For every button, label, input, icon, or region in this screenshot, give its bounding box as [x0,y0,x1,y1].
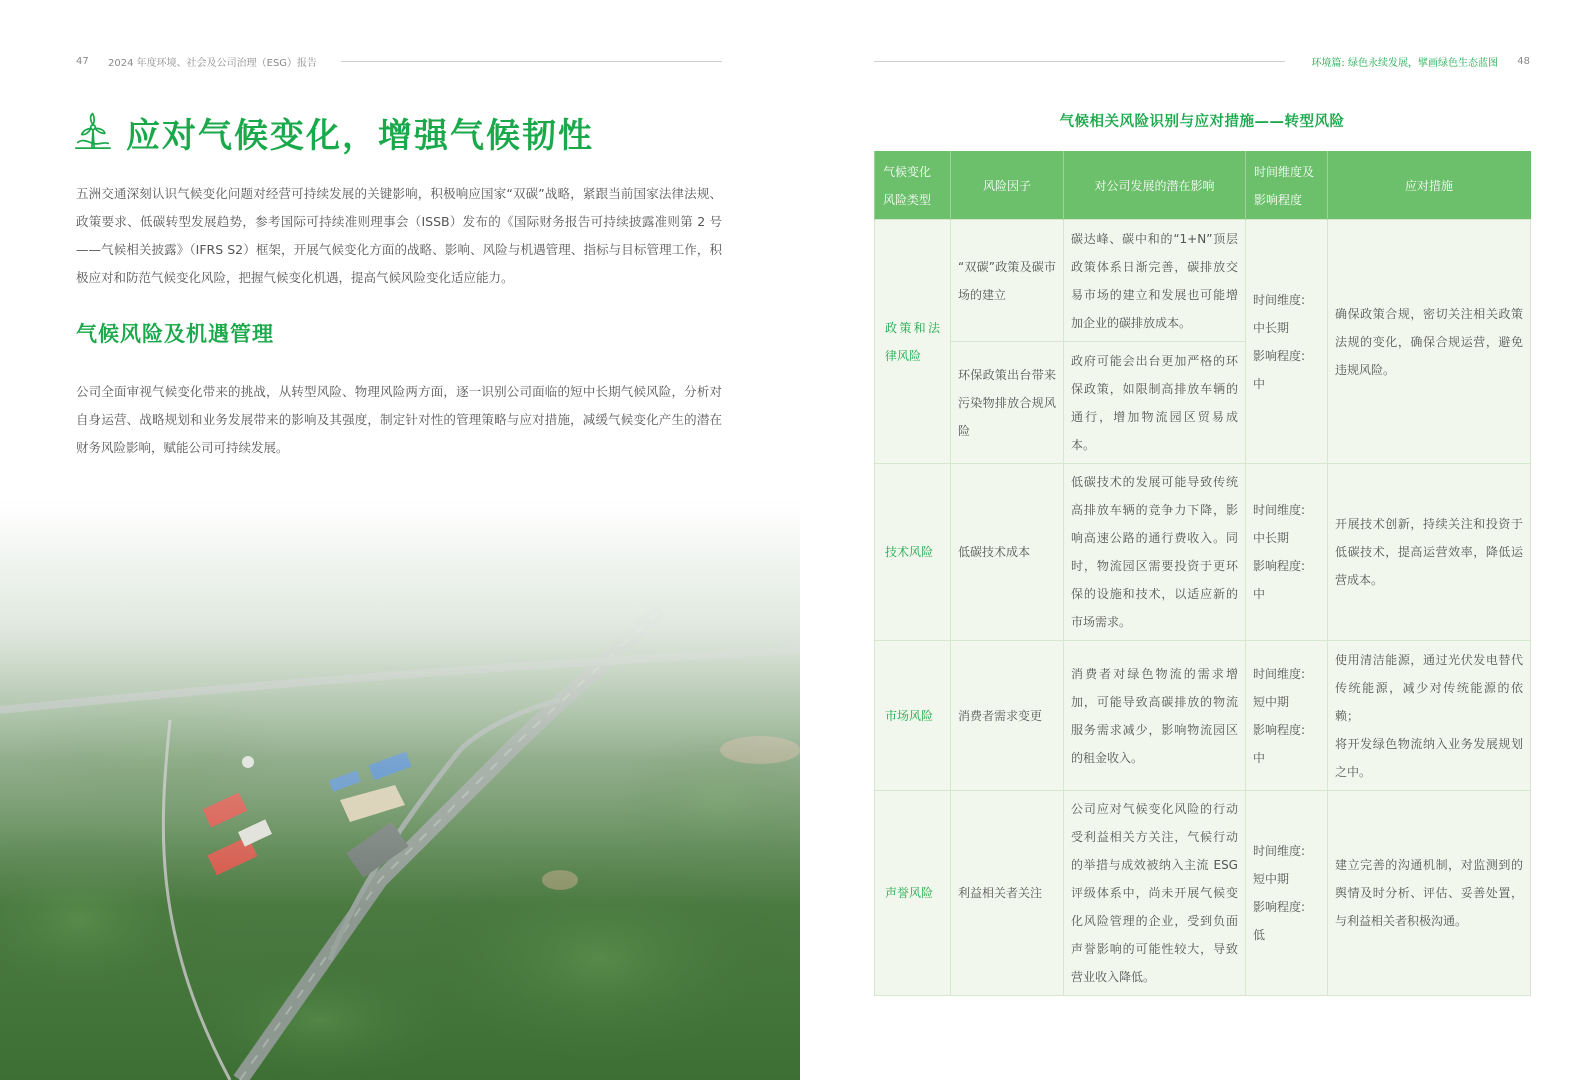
time-degree-cell [1246,464,1328,641]
degree-label: 影响程度: [1253,559,1306,573]
risk-type-cell: 技术风险 [875,464,951,641]
right-page-number: 48 [1517,55,1530,67]
column-header: 时间维度及影响程度 [1246,152,1328,220]
time-label: 时间维度: [1253,844,1306,858]
degree-value: 中 [1253,750,1266,765]
degree-label: 影响程度: [1253,722,1306,737]
risk-factor-cell: 利益相关者关注 [951,791,1064,996]
column-header: 应对措施 [1328,152,1531,220]
time-degree-cell [1246,641,1328,791]
degree-label: 影响程度: [1253,900,1306,914]
degree-value: 中 [1253,376,1266,391]
degree-label: 影响程度: [1253,348,1306,363]
report-title: 2024 年度环境、社会及公司治理（ESG）报告 [108,57,318,69]
time-value: 短中期 [1253,694,1290,709]
time-label: 时间维度: [1253,666,1306,681]
section-title: 气候风险及机遇管理 [76,322,274,346]
aerial-highway-photo [0,500,800,1080]
time-label: 时间维度: [1253,503,1306,517]
header-divider [341,61,722,62]
risk-factor-cell: 消费者需求变更 [951,641,1064,791]
degree-value: 低 [1253,928,1266,942]
risk-factor-cell: 低碳技术成本 [951,464,1064,641]
time-value: 短中期 [1253,872,1290,886]
column-header: 风险因子 [951,152,1064,220]
section-paragraph: 公司全面审视气候变化带来的挑战，从转型风险、物理风险两方面，逐一识别公司面临的短中长期气候风险，分析对自身运营、战略规划和业务发展带来的影响及其强度，制定针对性的管理策略与应对措施，减缓气候变化产生的潜在财务风险影响，赋能公司可持续发展。 [76,384,722,455]
right-page-header [874,54,1530,68]
impact-cell: 消费者对绿色物流的需求增加，可能导致高碳排放的物流服务需求减少，影响物流园区的租金收入。 [1064,641,1246,791]
column-header: 对公司发展的潜在影响 [1064,152,1246,220]
impact-cell: 政府可能会出台更加严格的环保政策，如限制高排放车辆的通行，增加物流园区贸易成本。 [1064,342,1246,464]
measures-text: 将开发绿色物流纳入业务发展规划之中。 [1335,736,1523,779]
left-page-number: 47 [76,55,89,67]
risk-factor-cell: “双碳”政策及碳市场的建立 [951,220,1064,342]
column-header: 气候变化风险类型 [875,152,951,220]
measures-cell: 开展技术创新，持续关注和投资于低碳技术，提高运营效率，降低运营成本。 [1328,464,1531,641]
time-degree-cell [1246,791,1328,996]
page-title: 应对气候变化，增强气候韧性 [126,115,594,156]
table-row [875,641,1531,791]
measures-cell: 确保政策合规，密切关注相关政策法规的变化，确保合规运营，避免违规风险。 [1328,220,1531,464]
chapter-title: 环境篇: 绿色永续发展，擘画绿色生态蓝图 [1311,57,1498,69]
table-title: 气候相关风险识别与应对措施——转型风险 [1059,114,1345,130]
risk-type-cell: 市场风险 [875,641,951,791]
risk-type-cell: 政策和法律风险 [875,220,951,464]
time-degree-cell [1246,220,1328,464]
risk-type-cell: 声誉风险 [875,791,951,996]
risk-factor-cell: 环保政策出台带来污染物排放合规风险 [951,342,1064,464]
intro-paragraph: 五洲交通深刻认识气候变化问题对经营可持续发展的关键影响，积极响应国家“双碳”战略，紧跟当前国家法律法规、政策要求、低碳转型发展趋势，参考国际可持续准则理事会（ISSB）发布的《国际财务报告可持续披露准则第 2 号——气候相关披露》（IFRS S2）框架，开展气候变化方面的战略、影响、风险与机遇管理、指标与目标管理工作，积极应对和防范气候变化风险，把握气候变化机遇，提高气候风险变化适应能力。 [76,186,722,285]
impact-cell: 低碳技术的发展可能导致传统高排放车辆的竞争力下降，影响高速公路的通行费收入。同时，物流园区需要投资于更环保的设施和技术，以适应新的市场需求。 [1064,464,1246,641]
header-divider [874,61,1285,62]
title-row [74,106,594,158]
time-label: 时间维度: [1253,292,1306,307]
table-row [875,464,1531,641]
table-header-row [875,152,1531,220]
wind-turbine-icon [74,112,112,152]
table-row [875,220,1531,342]
impact-cell: 公司应对气候变化风险的行动受利益相关方关注，气候行动的举措与成效被纳入主流 ESG 评级体系中，尚未开展气候变化风险管理的企业，受到负面声誉影响的可能性较大，导致营业收入降低。 [1064,791,1246,996]
degree-value: 中 [1253,587,1266,601]
impact-cell: 碳达峰、碳中和的“1+N”顶层政策体系日渐完善，碳排放交易市场的建立和发展也可能增加企业的碳排放成本。 [1064,220,1246,342]
time-value: 中长期 [1253,320,1290,335]
time-value: 中长期 [1253,531,1290,545]
left-page-header [76,54,722,68]
measures-text: 使用清洁能源，通过光伏发电替代传统能源，减少对传统能源的依赖； [1335,652,1523,723]
measures-cell: 建立完善的沟通机制，对监测到的舆情及时分析、评估、妥善处置，与利益相关者积极沟通。 [1328,791,1531,996]
risk-table [874,151,1531,996]
table-row [875,791,1531,996]
measures-cell [1328,641,1531,791]
